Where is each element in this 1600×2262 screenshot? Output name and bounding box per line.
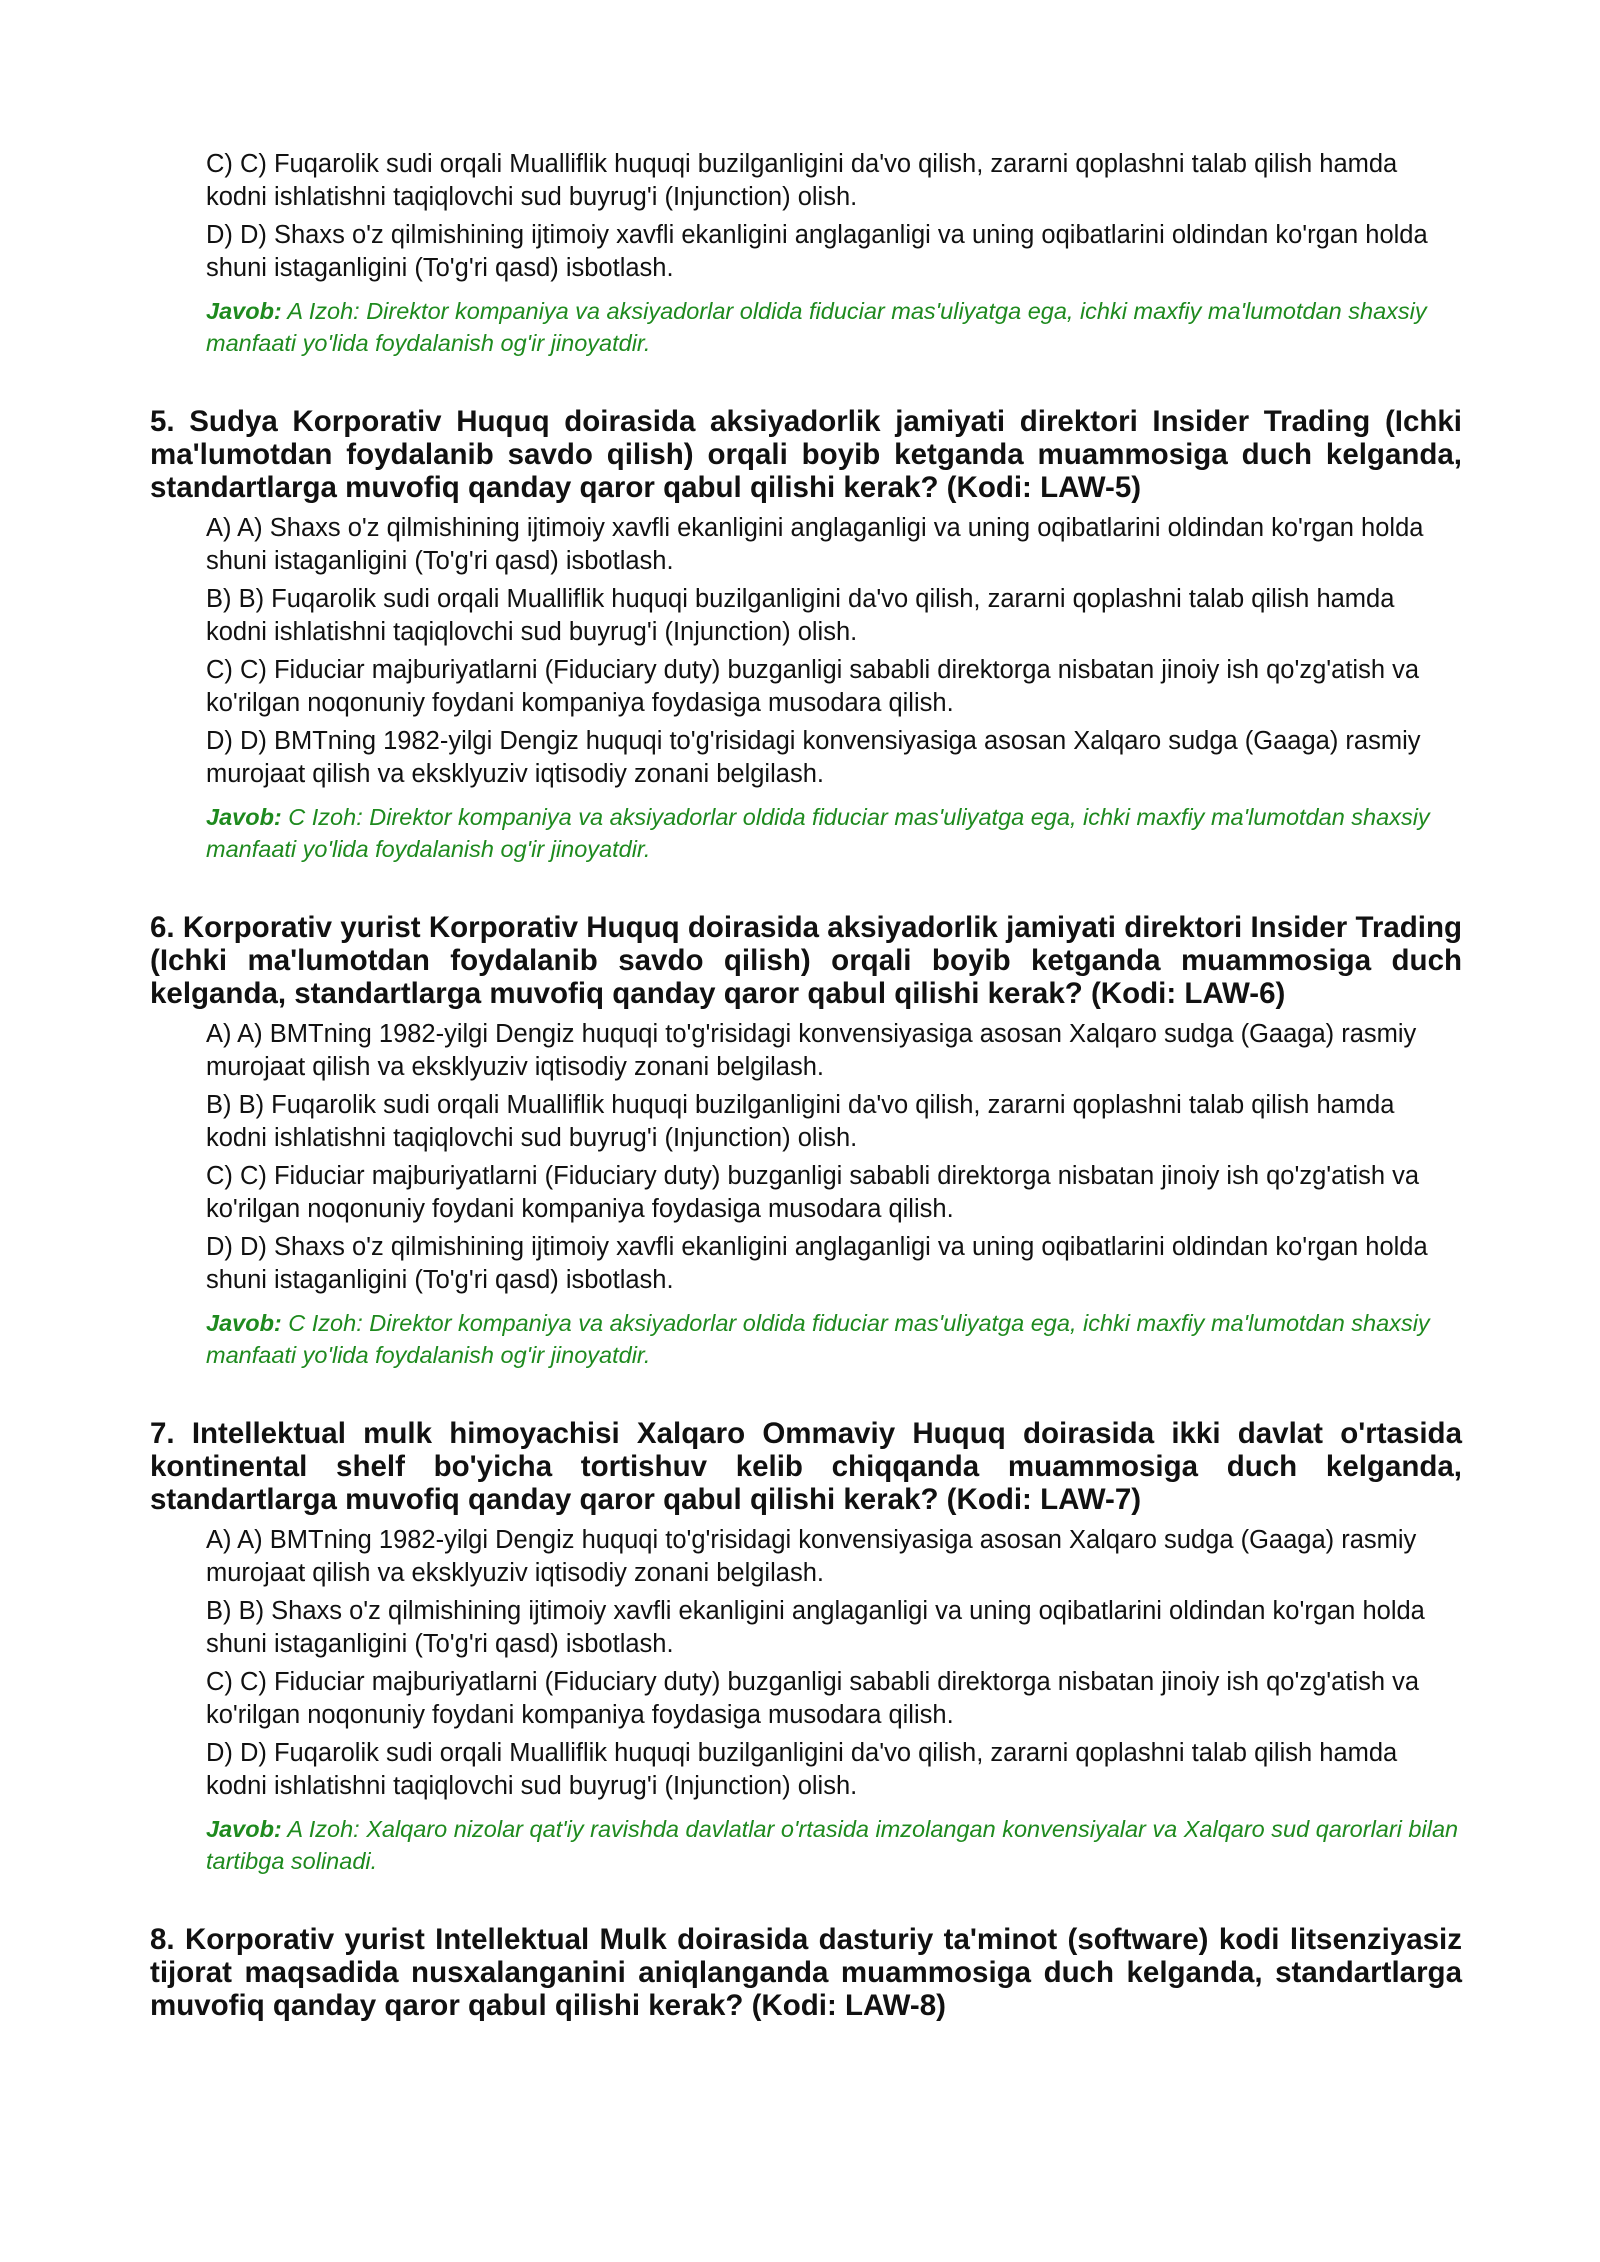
question-6 (150, 911, 1462, 1371)
option-c: C) C) Fiduciar majburiyatlarni (Fiduciary duty) buzganligi sababli direktorga nisbatan jinoiy ish qo'zg'atish va ko'rilgan noqonuniy foydani kompaniya foydasiga musodara qilish. (206, 1668, 1420, 1729)
answer-explanation (206, 801, 1462, 865)
answer-label: Javob: (206, 804, 282, 830)
option-b: B) B) Fuqarolik sudi orqali Mualliflik huquqi buzilganligini da'vo qilish, zararni qoplashni talab qilish hamda kodni ishlatishni taqiqlovchi sud buyrug'i (Injunction) olish. (206, 585, 1395, 646)
option-a: A) A) BMTning 1982-yilgi Dengiz huquqi to'g'risidagi konvensiyasiga asosan Xalqaro sudga (Gaaga) rasmiy murojaat qilish va eksklyuziv iqtisodiy zonani belgilash. (206, 1020, 1417, 1081)
answer-text: C Izoh: Direktor kompaniya va aksiyadorlar oldida fiduciar mas'uliyatga ega, ichki maxfiy ma'lumotdan shaxsiy manfaati yo'lida foydalanish og'ir jinoyatdir. (206, 1310, 1430, 1368)
answer-label: Javob: (206, 298, 282, 324)
question-7 (150, 1417, 1462, 1877)
option-d: D) D) Shaxs o'z qilmishining ijtimoiy xavfli ekanligini anglaganligi va uning oqibatlarini oldindan ko'rgan holda shuni istaganligini (To'g'ri qasd) isbotlash. (206, 221, 1428, 282)
question-5 (150, 405, 1462, 865)
question-4-tail (150, 148, 1462, 359)
answer-label: Javob: (206, 1816, 282, 1842)
option-d: D) D) Shaxs o'z qilmishining ijtimoiy xavfli ekanligini anglaganligi va uning oqibatlarini oldindan ko'rgan holda shuni istaganligini (To'g'ri qasd) isbotlash. (206, 1233, 1428, 1294)
option-d: D) D) Fuqarolik sudi orqali Mualliflik huquqi buzilganligini da'vo qilish, zararni qoplashni talab qilish hamda kodni ishlatishni taqiqlovchi sud buyrug'i (Injunction) olish. (206, 1739, 1398, 1800)
answer-text: A Izoh: Direktor kompaniya va aksiyadorlar oldida fiduciar mas'uliyatga ega, ichki maxfiy ma'lumotdan shaxsiy manfaati yo'lida foydalanish og'ir jinoyatdir. (206, 298, 1427, 356)
option-d: D) D) BMTning 1982-yilgi Dengiz huquqi to'g'risidagi konvensiyasiga asosan Xalqaro sudga (Gaaga) rasmiy murojaat qilish va eksklyuziv iqtisodiy zonani belgilash. (206, 727, 1421, 788)
answer-explanation (206, 295, 1462, 359)
option-c: C) C) Fuqarolik sudi orqali Mualliflik huquqi buzilganligini da'vo qilish, zararni qoplashni talab qilish hamda kodni ishlatishni taqiqlovchi sud buyrug'i (Injunction) olish. (206, 150, 1398, 211)
option-c: C) C) Fiduciar majburiyatlarni (Fiduciary duty) buzganligi sababli direktorga nisbatan jinoiy ish qo'zg'atish va ko'rilgan noqonuniy foydani kompaniya foydasiga musodara qilish. (206, 656, 1420, 717)
option-b: B) B) Shaxs o'z qilmishining ijtimoiy xavfli ekanligini anglaganligi va uning oqibatlarini oldindan ko'rgan holda shuni istaganligini (To'g'ri qasd) isbotlash. (206, 1597, 1425, 1658)
answer-text: C Izoh: Direktor kompaniya va aksiyadorlar oldida fiduciar mas'uliyatga ega, ichki maxfiy ma'lumotdan shaxsiy manfaati yo'lida foydalanish og'ir jinoyatdir. (206, 804, 1430, 862)
option-c: C) C) Fiduciar majburiyatlarni (Fiduciary duty) buzganligi sababli direktorga nisbatan jinoiy ish qo'zg'atish va ko'rilgan noqonuniy foydani kompaniya foydasiga musodara qilish. (206, 1162, 1420, 1223)
question-title: 6. Korporativ yurist Korporativ Huquq doirasida aksiyadorlik jamiyati direktori Insider Trading (Ichki ma'lumotdan foydalanib savdo qilish) orqali boyib ketganda muammosiga duch kelganda, standartlarga muvofiq qanday qaror qabul qilishi kerak? (Kodi: LAW-6) (150, 911, 1462, 1010)
answer-text: A Izoh: Xalqaro nizolar qat'iy ravishda davlatlar o'rtasida imzolangan konvensiyalar va Xalqaro sud qarorlari bilan tartibga solinadi. (206, 1816, 1459, 1874)
question-title: 5. Sudya Korporativ Huquq doirasida aksiyadorlik jamiyati direktori Insider Trading (Ichki ma'lumotdan foydalanib savdo qilish) orqali boyib ketganda muammosiga duch kelganda, standartlarga muvofiq qanday qaror qabul qilishi kerak? (Kodi: LAW-5) (150, 405, 1462, 504)
option-a: A) A) BMTning 1982-yilgi Dengiz huquqi to'g'risidagi konvensiyasiga asosan Xalqaro sudga (Gaaga) rasmiy murojaat qilish va eksklyuziv iqtisodiy zonani belgilash. (206, 1526, 1417, 1587)
question-title: 7. Intellektual mulk himoyachisi Xalqaro Ommaviy Huquq doirasida ikki davlat o'rtasida kontinental shelf bo'yicha tortishuv kelib chiqqanda muammosiga duch kelganda, standartlarga muvofiq qanday qaror qabul qilishi kerak? (Kodi: LAW-7) (150, 1417, 1462, 1516)
answer-explanation (206, 1307, 1462, 1371)
question-8 (150, 1923, 1462, 2022)
answer-label: Javob: (206, 1310, 282, 1336)
document-page (150, 148, 1462, 2030)
answer-explanation (206, 1813, 1462, 1877)
option-b: B) B) Fuqarolik sudi orqali Mualliflik huquqi buzilganligini da'vo qilish, zararni qoplashni talab qilish hamda kodni ishlatishni taqiqlovchi sud buyrug'i (Injunction) olish. (206, 1091, 1395, 1152)
question-title: 8. Korporativ yurist Intellektual Mulk doirasida dasturiy ta'minot (software) kodi litsenziyasiz tijorat maqsadida nusxalanganini aniqlanganda muammosiga duch kelganda, standartlarga muvofiq qanday qaror qabul qilishi kerak? (Kodi: LAW-8) (150, 1923, 1462, 2022)
option-a: A) A) Shaxs o'z qilmishining ijtimoiy xavfli ekanligini anglaganligi va uning oqibatlarini oldindan ko'rgan holda shuni istaganligini (To'g'ri qasd) isbotlash. (206, 514, 1424, 575)
